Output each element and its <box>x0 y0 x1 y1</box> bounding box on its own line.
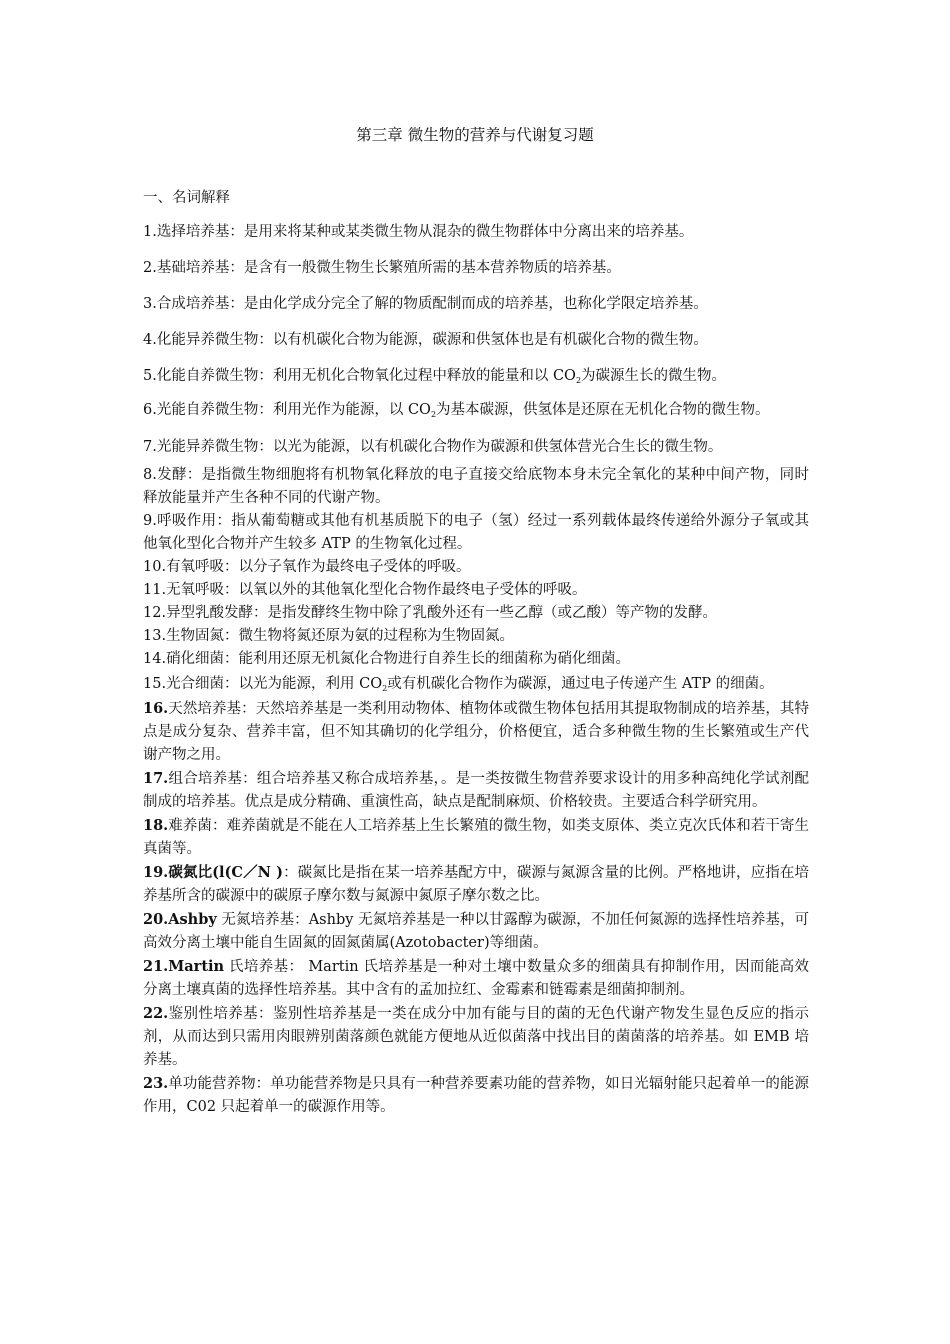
item-text: 有氧呼吸：以分子氧作为最终电子受体的呼吸。 <box>166 559 471 575</box>
item-term: 碳氮比(l(C／N ) <box>168 864 283 881</box>
item-text: 为碳源生长的微生物。 <box>581 368 727 384</box>
item-text: 无氮培养基：Ashby 无氮培养基是一种以甘露醇为碳源，不加任何氮源的选择性培养基，可高效分离土壤中能自生固氮的固氮菌属(Azotobacter)等细菌。 <box>143 912 809 951</box>
section-heading: 一、名词解释 <box>143 190 230 206</box>
definition-item <box>143 394 809 427</box>
item-number: 16. <box>143 700 169 717</box>
definition-item <box>143 286 809 322</box>
definition-item <box>143 556 809 579</box>
definition-item <box>143 1002 809 1072</box>
item-text: 为基本碳源，供氢体是还原在无机化合物的微生物。 <box>436 402 770 418</box>
definition-item <box>143 648 809 671</box>
item-number: 21. <box>143 958 169 975</box>
definition-item <box>143 322 809 358</box>
item-number: 4. <box>143 332 157 348</box>
item-text: 发酵：是指微生物细胞将有机物氧化释放的电子直接交给底物本身未完全氧化的某种中间产物，同时释放能量并产生各种不同的代谢产物。 <box>143 467 809 506</box>
definition-item <box>143 861 809 908</box>
item-text: 单功能营养物：单功能营养物是只具有一种营养要素功能的营养物，如日光辐射能只起着单一的能源作用，C02 只起着单一的碳源作用等。 <box>143 1076 809 1115</box>
definition-item <box>143 767 809 814</box>
item-number: 10. <box>143 559 167 575</box>
item-text: 异型乳酸发酵：是指发酵终生物中除了乳酸外还有一些乙醇（或乙酸）等产物的发酵。 <box>166 605 718 621</box>
item-term: Martin <box>168 958 225 975</box>
item-text: ：碳氮比是指在某一培养基配方中，碳源与氮源含量的比例。严格地讲，应指在培养基所含的碳源中的碳原子摩尔数与氮源中氮原子摩尔数之比。 <box>143 865 809 904</box>
item-text: 基础培养基：是含有一般微生物生长繁殖所需的基本营养物质的培养基。 <box>156 260 621 276</box>
subscript: 2 <box>382 684 388 693</box>
item-text: 难养菌：难养菌就是不能在人工培养基上生长繁殖的微生物，如类支原体、类立克次氏体和若干寄生真菌等。 <box>143 818 809 857</box>
definition-item <box>143 814 809 861</box>
item-number: 20. <box>143 911 169 928</box>
item-number: 19. <box>143 864 169 881</box>
item-number: 8. <box>143 467 157 483</box>
item-text: 选择培养基：是用来将某种或某类微生物从混杂的微生物群体中分离出来的培养基。 <box>156 224 694 240</box>
item-text: 组合培养基：组合培养基又称合成培养基，。是一类按微生物营养要求设计的用多种高纯化学试剂配制成的培养基。优点是成分精确、重演性高，缺点是配制麻烦、价格较贵。主要适合科学研究用。 <box>143 771 809 810</box>
item-text: 光能异养微生物：以光为能源，以有机碳化合物作为碳源和供氢体营光合生长的微生物。 <box>156 439 723 455</box>
item-term: Ashby <box>168 911 217 928</box>
definition-item <box>143 464 809 510</box>
definition-item <box>143 214 809 250</box>
item-text: 光能自养微生物：利用光作为能源，以 CO <box>156 402 431 418</box>
definition-item <box>143 955 809 1002</box>
item-number: 3. <box>143 296 157 312</box>
definition-item <box>143 510 809 556</box>
item-number: 14. <box>143 651 167 667</box>
item-number: 2. <box>143 260 157 276</box>
definition-item <box>143 431 809 464</box>
item-number: 9. <box>143 513 157 529</box>
item-number: 18. <box>143 817 169 834</box>
subscript: 2 <box>575 376 582 385</box>
definition-item <box>143 602 809 625</box>
item-text: 天然培养基：天然培养基是一类利用动物体、植物体或微生物体包括用其提取物制成的培养基，其特点是成分复杂、营养丰富，但不知其确切的化学组分，价格便宜，适合多种微生物的生长繁殖或生产代谢产物之用。 <box>143 701 809 763</box>
definition-item <box>143 1072 809 1119</box>
definition-item <box>143 250 809 286</box>
item-text: 呼吸作用：指从葡萄糖或其他有机基质脱下的电子（氢）经过一系列载体最终传递给外源分子氧或其他氧化型化合物并产生较多 ATP 的生物氧化过程。 <box>143 513 809 552</box>
subscript: 2 <box>430 410 437 419</box>
item-number: 12. <box>143 605 167 621</box>
item-number: 17. <box>143 770 169 787</box>
item-number: 5. <box>143 368 157 384</box>
definition-item <box>143 697 809 767</box>
item-text: 氏培养基： Martin 氏培养基是一种对土壤中数量众多的细菌具有抑制作用，因而能高效分离土壤真菌的选择性培养基。其中含有的孟加拉红、金霉素和链霉素是细菌抑制剂。 <box>143 959 809 998</box>
item-number: 7. <box>143 439 157 455</box>
item-number: 22. <box>143 1005 169 1022</box>
item-text: 生物固氮：微生物将氮还原为氨的过程称为生物固氮。 <box>166 628 515 644</box>
item-text: 或有机碳化合物作为碳源，通过电子传递产生 ATP 的细菌。 <box>387 676 774 692</box>
definition-list <box>143 214 809 1119</box>
page-title: 第三章 微生物的营养与代谢复习题 <box>356 126 594 144</box>
item-text: 合成培养基：是由化学成分完全了解的物质配制而成的培养基，也称化学限定培养基。 <box>156 296 708 312</box>
item-number: 1. <box>143 224 157 240</box>
item-number: 15. <box>143 676 167 692</box>
item-text: 无氧呼吸：以氧以外的其他氧化型化合物作最终电子受体的呼吸。 <box>166 582 587 598</box>
definition-item <box>143 579 809 602</box>
item-number: 13. <box>143 628 167 644</box>
item-number: 23. <box>143 1075 169 1092</box>
item-number: 11. <box>143 582 167 598</box>
definition-item <box>143 358 809 394</box>
definition-item <box>143 908 809 955</box>
definition-item <box>143 671 809 697</box>
item-text: 化能自养微生物：利用无机化合物氧化过程中释放的能量和以 CO <box>156 368 576 384</box>
definition-item <box>143 625 809 648</box>
item-number: 6. <box>143 402 157 418</box>
item-text: 化能异养微生物：以有机碳化合物为能源，碳源和供氢体也是有机碳化合物的微生物。 <box>156 332 708 348</box>
item-text: 光合细菌：以光为能源，利用 CO <box>166 676 383 692</box>
item-text: 鉴别性培养基：鉴别性培养基是一类在成分中加有能与目的菌的无色代谢产物发生显色反应的指示剂，从而达到只需用肉眼辨别菌落颜色就能方便地从近似菌落中找出目的菌菌落的培养基。如 EMB 培养基。 <box>143 1006 809 1068</box>
item-text: 硝化细菌：能利用还原无机氮化合物进行自养生长的细菌称为硝化细菌。 <box>166 651 631 667</box>
